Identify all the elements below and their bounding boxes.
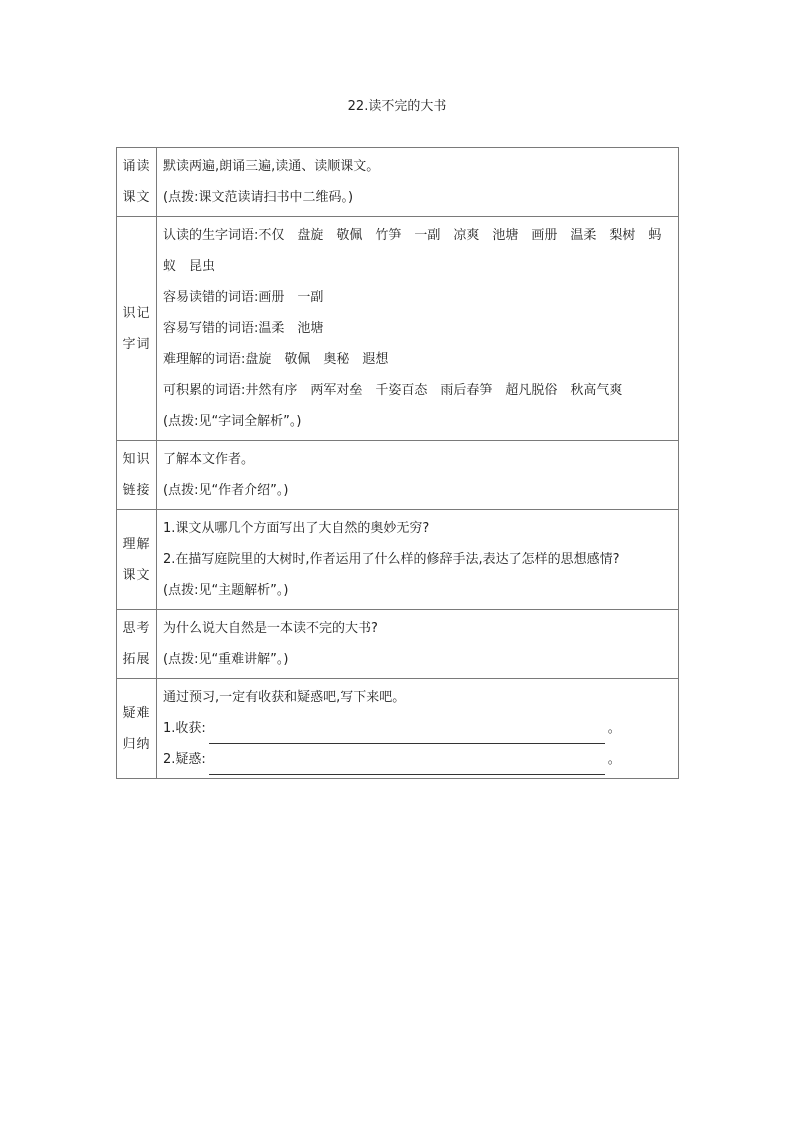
row-content — [157, 217, 679, 441]
content-line: 容易读错的词语:画册 一副 — [163, 290, 324, 305]
hint-line: (点拨:见“字词全解析”。) — [163, 414, 302, 429]
doubts-answer-blank[interactable] — [209, 756, 605, 775]
question-line: 2.在描写庭院里的大树时,作者运用了什么样的修辞手法,表达了怎样的思想感情? — [163, 552, 620, 567]
question-line: 为什么说大自然是一本读不完的大书? — [163, 621, 378, 636]
content-line: 了解本文作者。 — [163, 452, 255, 467]
content-line: 容易写错的词语:温柔 池塘 — [163, 321, 324, 336]
row-label: 诵读 课文 — [117, 148, 157, 217]
row-label: 思考 拓展 — [117, 610, 157, 679]
hint-line: (点拨:见“作者介绍”。) — [163, 483, 289, 498]
page-title: 22.读不完的大书 — [347, 99, 447, 114]
row-content — [157, 610, 679, 679]
table-row-extend — [117, 610, 679, 679]
content-line: 难理解的词语:盘旋 敬佩 奥秘 遐想 — [163, 352, 389, 367]
row-content — [157, 441, 679, 510]
table-row-understand — [117, 510, 679, 610]
row-label: 理解 课文 — [117, 510, 157, 610]
gains-answer-blank[interactable] — [209, 725, 605, 744]
hint-line: (点拨:见“重难讲解”。) — [163, 652, 289, 667]
row-content — [157, 679, 679, 779]
hint-line: (点拨:见“主题解析”。) — [163, 583, 289, 598]
table-row-recite — [117, 148, 679, 217]
content-line: 通过预习,一定有收获和疑惑吧,写下来吧。 — [163, 690, 406, 705]
preview-table — [116, 147, 679, 779]
content-line: 默读两遍,朗诵三遍,读通、读顺课文。 — [163, 159, 380, 174]
question-line: 1.课文从哪几个方面写出了大自然的奥妙无穷? — [163, 521, 430, 536]
row-label: 疑难 归纳 — [117, 679, 157, 779]
fill-in-doubts: 2.疑惑: 。 — [163, 744, 672, 775]
table-row-knowledge — [117, 441, 679, 510]
row-label: 识记 字词 — [117, 217, 157, 441]
content-line: 认读的生字词语:不仅 盘旋 敬佩 竹笋 一副 凉爽 池塘 画册 温柔 梨树 蚂蚁 昆虫 — [163, 228, 662, 274]
table-row-summary — [117, 679, 679, 779]
row-content — [157, 148, 679, 217]
row-label: 知识 链接 — [117, 441, 157, 510]
fill-in-gains: 1.收获: 。 — [163, 713, 672, 744]
hint-line: (点拨:课文范读请扫书中二维码。) — [163, 190, 354, 205]
table-row-vocabulary — [117, 217, 679, 441]
row-content — [157, 510, 679, 610]
content-line: 可积累的词语:井然有序 两军对垒 千姿百态 雨后春笋 超凡脱俗 秋高气爽 — [163, 383, 623, 398]
